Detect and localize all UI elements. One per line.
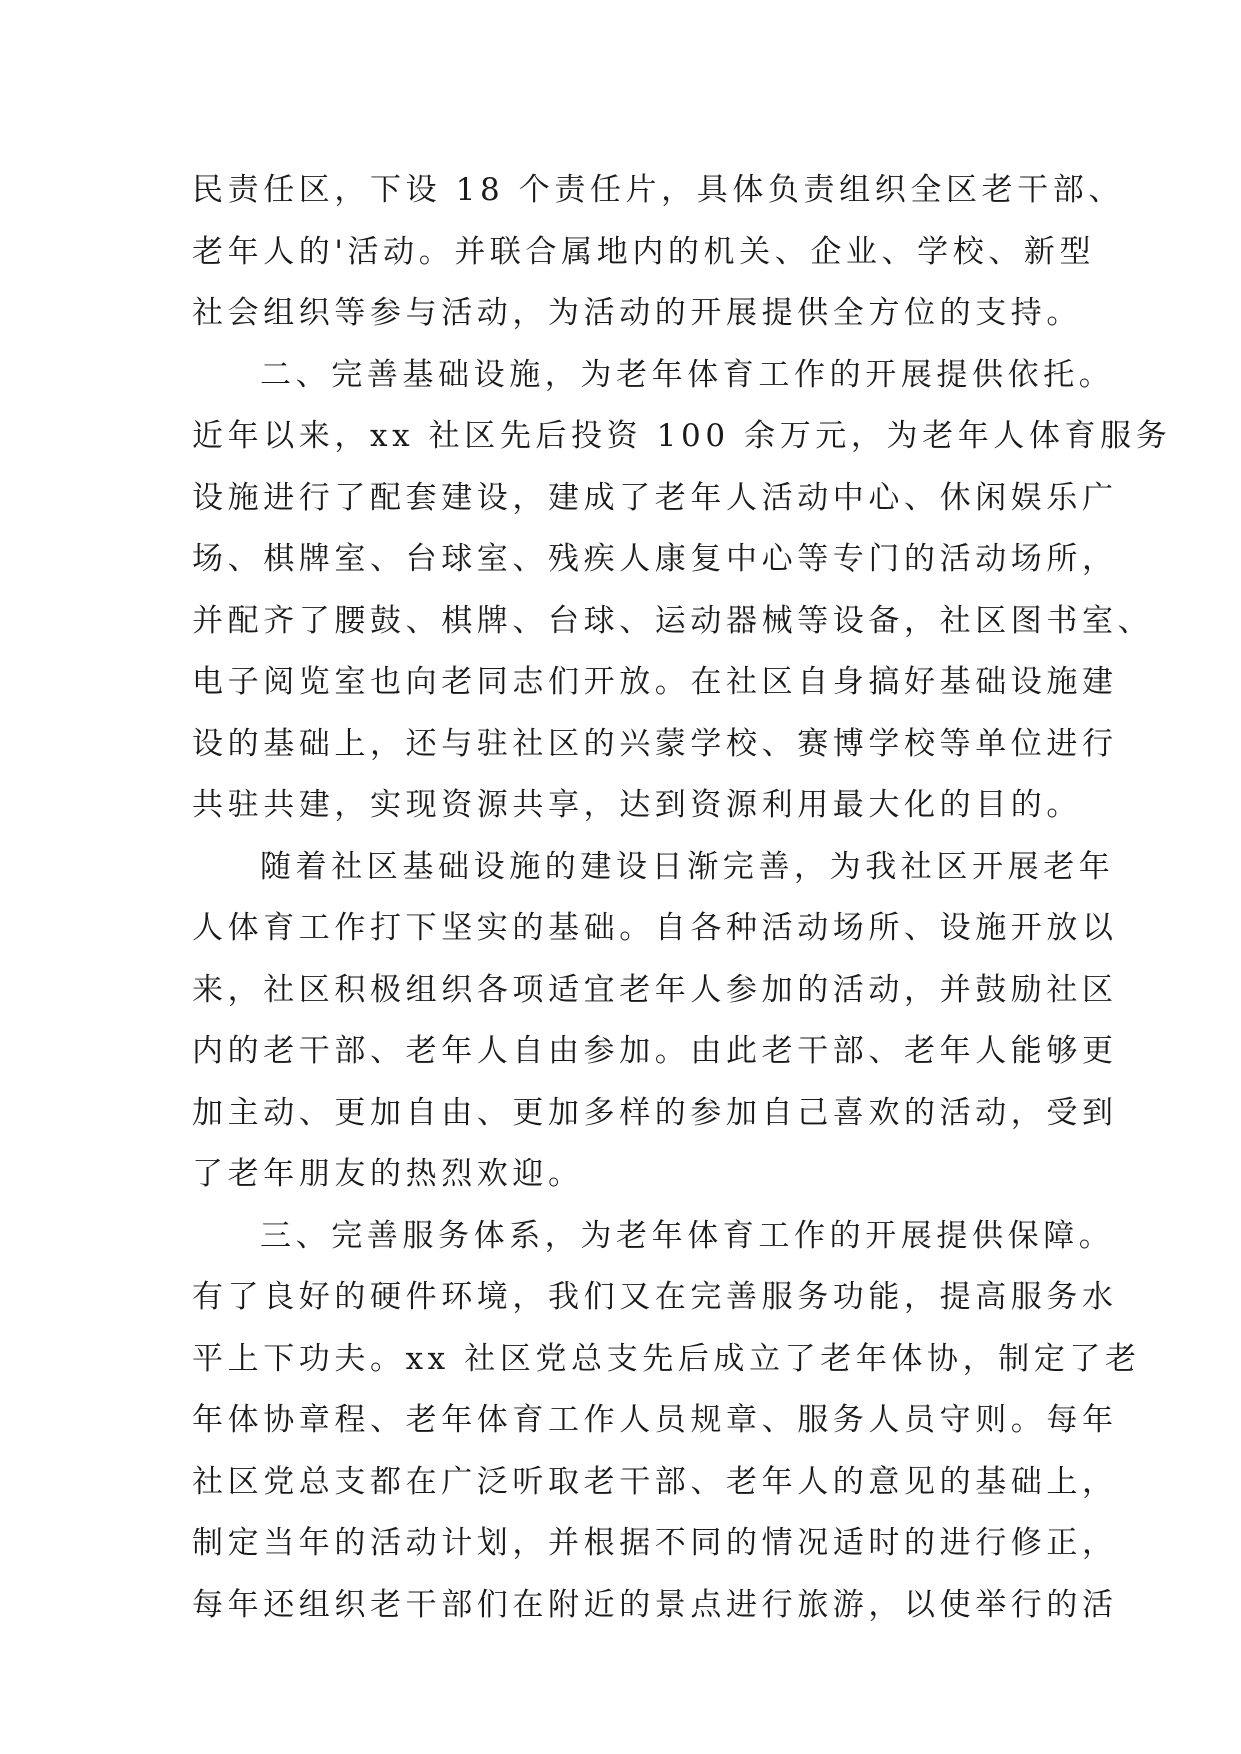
- text-line: 社区党总支都在广泛听取老干部、老年人的意见的基础上，: [192, 1463, 1118, 1500]
- document-body: [192, 160, 1172, 1636]
- text-line: 人体育工作打下坚实的基础。自各种活动场所、设施开放以: [192, 910, 1118, 946]
- text-line: 共驻共建，实现资源共享，达到资源利用最大化的目的。: [192, 787, 1082, 823]
- text-line: 年体协章程、老年体育工作人员规章、服务人员守则。每年: [192, 1402, 1118, 1438]
- text-line: 设的基础上，还与驻社区的兴蒙学校、赛博学校等单位进行: [192, 725, 1118, 762]
- text-line: 设施进行了配套建设，建成了老年人活动中心、休闲娱乐广: [192, 479, 1118, 516]
- text-line: 每年还组织老干部们在附近的景点进行旅游，以使举行的活: [192, 1586, 1118, 1623]
- text-line: 电子阅览室也向老同志们开放。在社区自身搞好基础设施建: [192, 664, 1118, 700]
- text-line: 内的老干部、老年人自由参加。由此老干部、老年人能够更: [192, 1033, 1118, 1069]
- text-line: 老年人的'活动。并联合属地内的机关、企业、学校、新型: [192, 233, 1096, 270]
- text-line: 社会组织等参与活动，为活动的开展提供全方位的支持。: [192, 295, 1082, 331]
- text-line: 近年以来，xx 社区先后投资 100 余万元，为老年人体育服务: [192, 418, 1172, 454]
- text-line: 平上下功夫。xx 社区党总支先后成立了老年体协，制定了老: [192, 1340, 1141, 1377]
- text-line: 了老年朋友的热烈欢迎。: [192, 1156, 584, 1192]
- text-line: 二、完善基础设施，为老年体育工作的开展提供依托。: [260, 356, 1115, 393]
- text-line: 并配齐了腰鼓、棋牌、台球、运动器械等设备，社区图书室、: [192, 602, 1154, 639]
- text-line: 三、完善服务体系，为老年体育工作的开展提供保障。: [260, 1217, 1115, 1254]
- text-line: 来，社区积极组织各项适宜老年人参加的活动，并鼓励社区: [192, 971, 1118, 1008]
- text-line: 制定当年的活动计划，并根据不同的情况适时的进行修正，: [192, 1525, 1118, 1561]
- text-line: 有了良好的硬件环境，我们又在完善服务功能，提高服务水: [192, 1279, 1118, 1315]
- text-line: 加主动、更加自由、更加多样的参加自己喜欢的活动，受到: [192, 1094, 1118, 1131]
- text-line: 场、棋牌室、台球室、残疾人康复中心等专门的活动场所，: [192, 541, 1118, 577]
- text-line: 随着社区基础设施的建设日渐完善，为我社区开展老年: [260, 848, 1115, 885]
- text-line: 民责任区，下设 18 个责任片，具体负责组织全区老干部、: [192, 172, 1124, 208]
